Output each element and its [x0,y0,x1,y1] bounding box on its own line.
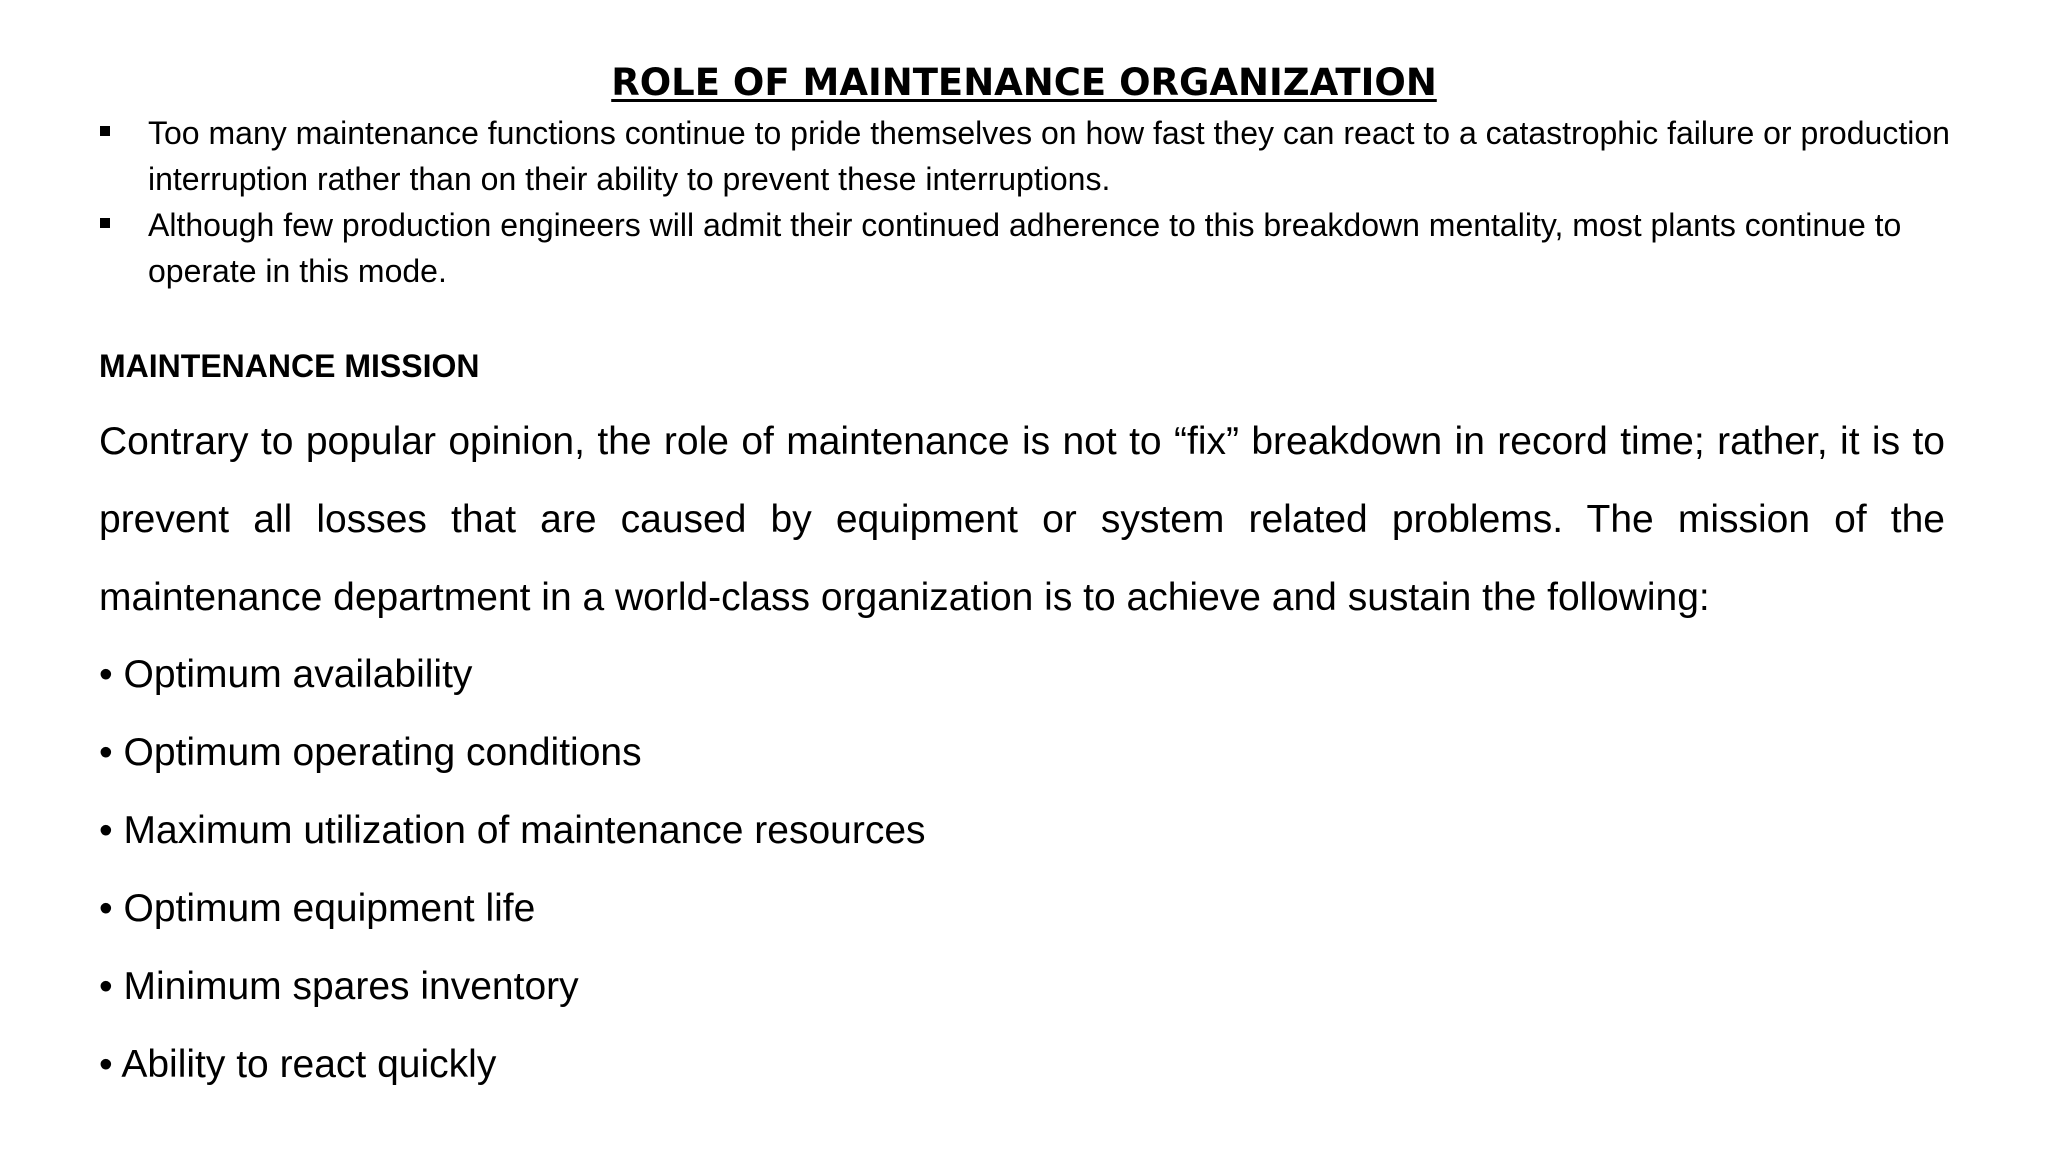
intro-bullet-item [96,202,1956,294]
intro-bullet-text: Although few production engineers will admit their continued adherence to this breakdown mentality, most plants continue to operate in this mode. [148,207,1902,289]
intro-bullet-list [96,110,1956,294]
square-bullet-icon [100,126,110,136]
objective-item: • Optimum availability [99,653,473,696]
mission-heading: MAINTENANCE MISSION [99,348,480,384]
objective-item: • Maximum utilization of maintenance resources [99,809,926,852]
square-bullet-icon [100,218,110,228]
objective-item: • Minimum spares inventory [99,965,579,1008]
objective-item: • Optimum equipment life [99,887,536,930]
intro-bullet-text: Too many maintenance functions continue to pride themselves on how fast they can react to a catastrophic failure or production interruption rather than on their ability to prevent these interruptions. [148,115,1950,197]
objective-item: • Ability to react quickly [99,1043,497,1086]
mission-objectives-list [99,636,926,1104]
mission-paragraph: Contrary to popular opinion, the role of maintenance is not to “fix” breakdown in record time; rather, it is to prevent all losses that are caused by equipment or system related problems. The mission of the maintenance department in a world-class organization is to achieve and sustain the following: [99,420,1945,619]
intro-bullet-item [96,110,1956,202]
slide-title: ROLE OF MAINTENANCE ORGANIZATION [611,61,1437,104]
objective-item: • Optimum operating conditions [99,731,642,774]
